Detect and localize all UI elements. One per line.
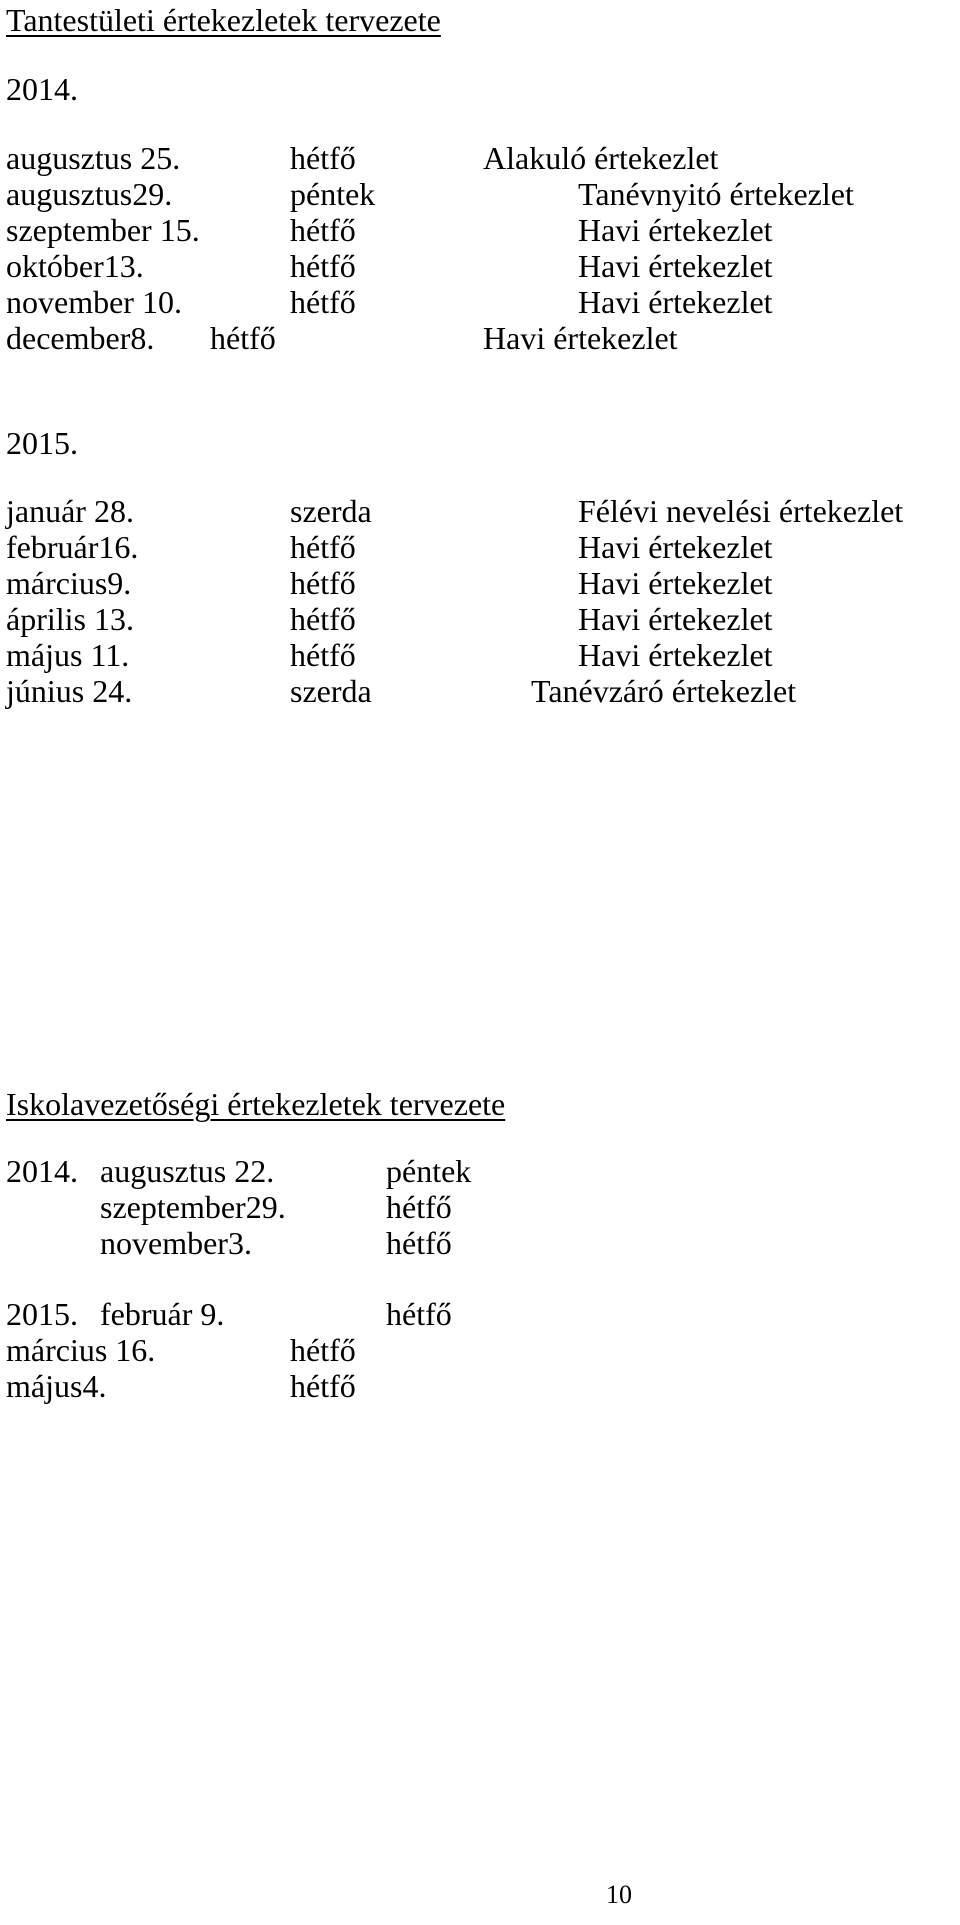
meeting-day: hétfő bbox=[290, 637, 356, 673]
year-label-2015: 2015. bbox=[6, 1296, 78, 1332]
meeting-event: Alakuló értekezlet bbox=[483, 140, 719, 176]
meeting-date: február16. bbox=[6, 529, 139, 565]
year-label-2014: 2014. bbox=[6, 1153, 78, 1189]
leadership-meeting-day: hétfő bbox=[290, 1368, 356, 1404]
meeting-date: augusztus 25. bbox=[6, 140, 181, 176]
meeting-date: április 13. bbox=[6, 601, 134, 637]
meeting-date: december8. bbox=[6, 320, 155, 356]
meeting-event: Havi értekezlet bbox=[483, 320, 678, 356]
leadership-meeting-date: február 9. bbox=[100, 1296, 225, 1332]
page-number: 10 bbox=[606, 1880, 632, 1909]
meeting-date: szeptember 15. bbox=[6, 212, 200, 248]
meeting-event: Havi értekezlet bbox=[578, 284, 773, 320]
meeting-date: június 24. bbox=[6, 673, 133, 709]
meeting-date: november 10. bbox=[6, 284, 182, 320]
meeting-day: hétfő bbox=[290, 565, 356, 601]
meeting-day: hétfő bbox=[290, 601, 356, 637]
leadership-meeting-day: hétfő bbox=[290, 1332, 356, 1368]
meeting-event: Tanévnyitó értekezlet bbox=[578, 176, 854, 212]
leadership-meeting-day: hétfő bbox=[386, 1189, 452, 1225]
leadership-meeting-day: péntek bbox=[386, 1153, 472, 1189]
leadership-meeting-date: szeptember29. bbox=[100, 1189, 286, 1225]
meeting-event: Félévi nevelési értekezlet bbox=[578, 493, 904, 529]
meeting-date: május 11. bbox=[6, 637, 130, 673]
meeting-event: Tanévzáró értekezlet bbox=[531, 673, 797, 709]
leadership-meeting-date: augusztus 22. bbox=[100, 1153, 275, 1189]
meeting-date: október13. bbox=[6, 248, 144, 284]
meeting-event: Havi értekezlet bbox=[578, 248, 773, 284]
year-heading-2014: 2014. bbox=[6, 71, 78, 107]
leadership-meeting-date: március 16. bbox=[6, 1332, 156, 1368]
leadership-meeting-date: november3. bbox=[100, 1225, 252, 1261]
meeting-date: augusztus29. bbox=[6, 176, 173, 212]
meeting-date: március9. bbox=[6, 565, 132, 601]
meeting-day: hétfő bbox=[290, 212, 356, 248]
meeting-day: hétfő bbox=[290, 529, 356, 565]
leadership-meeting-day: hétfő bbox=[386, 1296, 452, 1332]
meeting-day: péntek bbox=[290, 176, 376, 212]
meeting-date: január 28. bbox=[6, 493, 134, 529]
leadership-meeting-date: május4. bbox=[6, 1368, 107, 1404]
meeting-event: Havi értekezlet bbox=[578, 565, 773, 601]
meeting-event: Havi értekezlet bbox=[578, 529, 773, 565]
meeting-event: Havi értekezlet bbox=[578, 601, 773, 637]
meeting-event: Havi értekezlet bbox=[578, 637, 773, 673]
meeting-day: hétfő bbox=[290, 284, 356, 320]
year-heading-2015: 2015. bbox=[6, 425, 78, 461]
leadership-meeting-day: hétfő bbox=[386, 1225, 452, 1261]
meeting-day: hétfő bbox=[290, 140, 356, 176]
section-title-staff-meetings: Tantestületi értekezletek tervezete bbox=[6, 2, 441, 38]
meeting-event: Havi értekezlet bbox=[578, 212, 773, 248]
meeting-day: szerda bbox=[290, 673, 372, 709]
meeting-day: szerda bbox=[290, 493, 372, 529]
section-title-leadership-meetings: Iskolavezetőségi értekezletek tervezete bbox=[6, 1086, 506, 1122]
meeting-day: hétfő bbox=[210, 320, 276, 356]
meeting-day: hétfő bbox=[290, 248, 356, 284]
